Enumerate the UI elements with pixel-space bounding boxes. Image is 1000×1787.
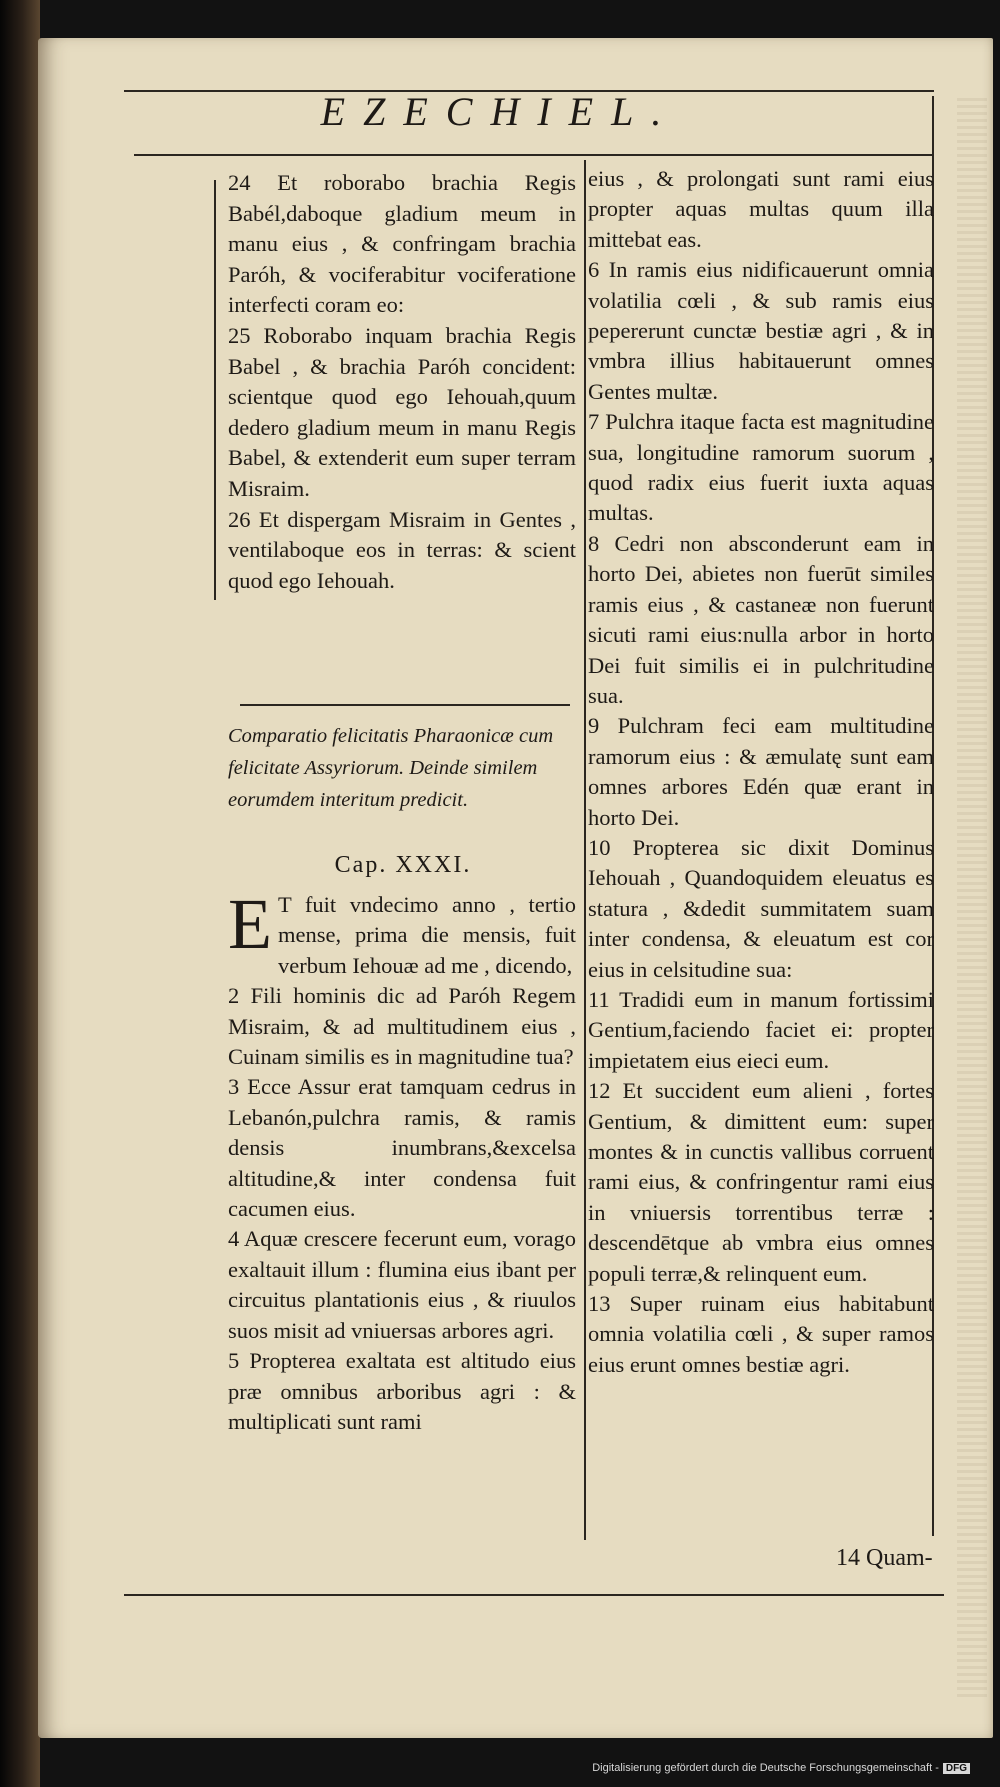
dfg-logo: DFG [943,1763,970,1774]
page-edge [957,98,987,1698]
verse-7: 7 Pulchra itaque facta est magnitudine sua, longitudine ramorum suorum , quod radix eius fuerit iuxta aquas multas. [588,409,934,526]
drop-cap: E [228,884,272,964]
bottom-rule [124,1594,944,1596]
verse-24: 24 Et roborabo brachia Regis Babél,daboque gladium meum in manu eius , & confringam brachia Paróh, & vociferabitur vociferatione interfecti coram eo: [228,170,576,318]
column-divider [584,160,586,1540]
chapter-text [228,884,576,1437]
running-title: EZECHIEL. [320,89,680,134]
verse-12: 12 Et succident eum alieni , fortes Gentium, & dimittent eum: super montes & in cunctis vallibus corruent rami eius, & confringentur rami eius in vniuersis torrentibus terræ : descendētque ab vmbra eius omnes populi terræ,& relinquent eum. [588,1078,934,1286]
chapter-heading: Cap. XXXI. [334,852,472,878]
header-bottom-rule [134,154,934,156]
left-frame-line [214,180,216,600]
chapter-summary: Comparatio felicitatis Pharaonicæ cum felicitate Assyriorum. Deinde similem eorumdem interitum predicit. [228,725,554,811]
right-column [588,164,934,1380]
verse-9: 9 Pulchram feci eam multitudine ramorum eius : & æmulatę sunt eam omnes arbores Edén quæ erant in horto Dei. [588,713,934,830]
verse-6: 6 In ramis eius nidificauerunt omnia volatilia cœli , & sub ramis eius pepererunt cunctæ bestiæ agri , & in vmbra illius habitauerunt omnes Gentes multæ. [588,257,934,404]
verse-5: 5 Propterea exaltata est altitudo eius præ omnibus arboribus agri : & multiplicati sunt rami [228,1348,576,1434]
verse-25: 25 Roborabo inquam brachia Regis Babel , & brachia Paróh concident: scientque quod ego Iehouah,quum dedero gladium meum in manu Regis Babel, & extenderit eum super terram Misraim. [228,322,576,501]
verse-11: 11 Tradidi eum in manum fortissimi Gentium,faciendo faciet ei: propter impietatem eius eieci eum. [588,986,934,1073]
verse-2: 2 Fili hominis dic ad Paróh Regem Misraim, & ad multitudinem eius , Cuinam similis es in magnitudine tua? [228,983,576,1070]
footer-text: Digitalisierung gefördert durch die Deutsche Forschungsgemeinschaft - [592,1762,939,1774]
verse-4: 4 Aquæ crescere fecerunt eum, vorago exaltauit illum : flumina eius ibant per circuitus plantationis eius , & riuulos suos misit ad vniuersas arbores agri. [228,1226,576,1343]
section-rule [240,704,570,706]
verse-3: 3 Ecce Assur erat tamquam cedrus in Lebanón,pulchra ramis, & ramis densis inumbrans,&excelsa altitudine,& inter condensa fuit cacumen eius. [228,1074,576,1222]
verse-13: 13 Super ruinam eius habitabunt omnia volatilia cœli , & super ramos eius erunt omnes bestiæ agri. [588,1291,934,1377]
verse-5-cont: eius , & prolongati sunt rami eius propter aquas multas quum illa mittebat eas. [588,166,934,252]
digitization-note [592,1762,970,1774]
catchword: 14 Quam- [836,1545,933,1571]
left-column [228,168,576,596]
verse-10: 10 Propterea sic dixit Dominus Iehouah , Quandoquidem eleuatus es statura , &dedit summitatem suam inter condensa, & eleuatum est cor eius in celsitudine sua: [588,834,934,982]
verse-8: 8 Cedri non absconderunt eam in horto Dei, abietes non fuerūt similes ramis eius , & castaneæ non fuerunt sicuti rami eius:nulla arbor in horto Dei fuit similis ei in pulchritudine sua. [588,530,934,708]
book-spine [0,0,40,1787]
verse-1: T fuit vndecimo anno , tertio mense, prima die mensis, fuit verbum Iehouæ ad me , dicendo, [277,892,576,978]
verse-26: 26 Et dispergam Misraim in Gentes , ventilaboque eos in terras: & scient quod ego Iehouah. [228,506,576,593]
